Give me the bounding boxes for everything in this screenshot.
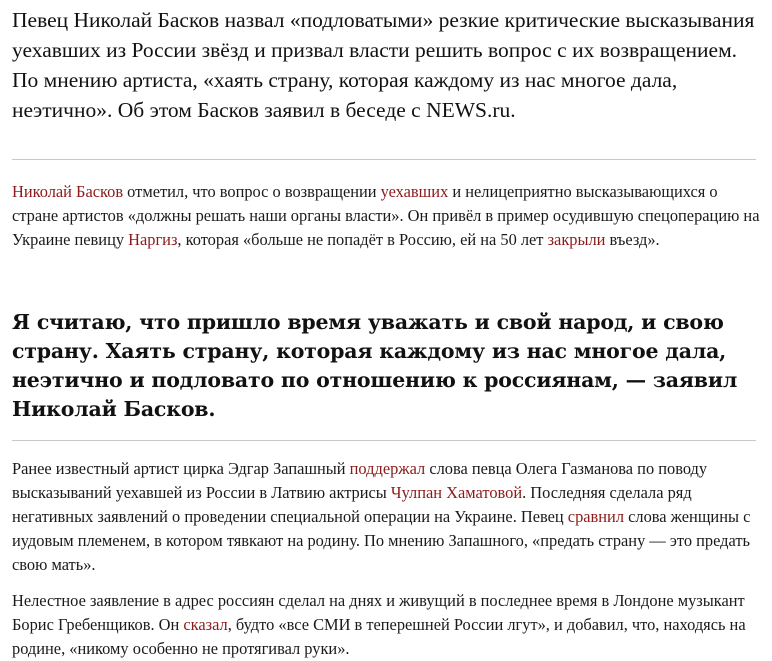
link-nargiz[interactable]: Наргиз: [128, 230, 178, 249]
divider-bottom: [12, 440, 756, 441]
paragraph-grebenshchikov: [12, 589, 760, 661]
paragraph-text: и нелицеприятно высказывающихся о стране артистов «должны решать наши органы власти». Он привёл в пример осудившую спецоперацию на Украине певицу: [12, 182, 760, 249]
divider-top: [12, 159, 756, 160]
link-skazal[interactable]: сказал: [183, 615, 228, 634]
link-zakryli[interactable]: закрыли: [547, 230, 606, 249]
pull-quote: Я считаю, что пришло время уважать и свой народ, и свою страну. Хаять страну, которая каждому из нас многое дала, неэтично и подловато по отношению к россиянам, — заявил Николай Басков.: [12, 310, 738, 421]
paragraph-text: отметил, что вопрос о возвращении: [123, 182, 381, 201]
paragraph-text: Ранее известный артист цирка Эдгар Запашный: [12, 459, 350, 478]
paragraph-text: въезд».: [605, 230, 660, 249]
paragraph-text: Нелестное заявление в адрес россиян сделал на днях и живущий в последнее время в Лондоне музыкант Борис Гребенщиков. Он: [12, 591, 745, 634]
paragraph-text: , будто «все СМИ в теперешней России лгут», и добавил, что, находясь на родине, «никому особенно не протягивал руки».: [12, 615, 746, 658]
paragraph-text: слова женщины с иудовым племенем, в котором тявкают на родину. По мнению Запашного, «предать страну — это предать свою мать».: [12, 507, 751, 574]
link-khamatova[interactable]: Чулпан Хаматовой: [390, 483, 523, 502]
link-sravnil[interactable]: сравнил: [567, 507, 625, 526]
paragraph-text: , которая «больше не попадёт в Россию, ей на 50 лет: [177, 230, 548, 249]
link-podderzhal[interactable]: поддержал: [349, 459, 426, 478]
paragraph-baskov: [12, 180, 760, 252]
lead-paragraph: Певец Николай Басков назвал «подловатыми» резкие критические высказывания уехавших из России звёзд и призвал власти решить вопрос с их возвращением. По мнению артиста, «хаять страну, которая каждому из нас многое дала, неэтично». Об этом Басков заявил в беседе с NEWS.ru.: [12, 8, 755, 122]
link-uehavshih[interactable]: уехавших: [380, 182, 449, 201]
link-nikolay-baskov[interactable]: Николай Басков: [12, 182, 124, 201]
paragraph-zapashny: [12, 457, 760, 577]
paragraph-text: слова певца Олега Газманова по поводу высказываний уехавшей из России в Латвию актрисы: [12, 459, 708, 502]
paragraph-text: . Последняя сделала ряд негативных заявлений о проведении специальной операции на Украине. Певец: [12, 483, 692, 526]
